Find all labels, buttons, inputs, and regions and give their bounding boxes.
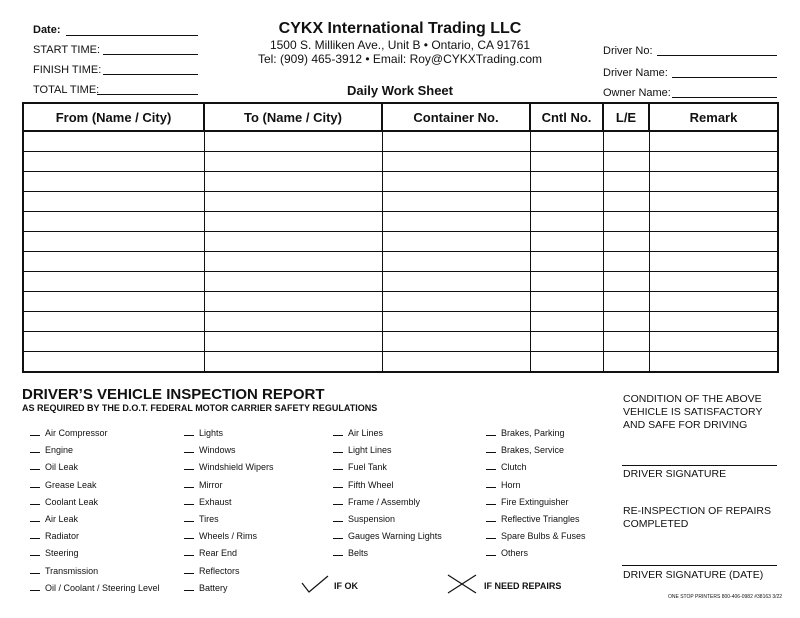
table-cell[interactable]	[382, 131, 530, 152]
inspection-item-label: Reflectors	[199, 565, 240, 576]
table-cell[interactable]	[603, 212, 649, 232]
table-row	[23, 272, 778, 292]
table-row	[23, 332, 778, 352]
sheet-title: Daily Work Sheet	[347, 83, 453, 98]
table-cell[interactable]	[382, 212, 530, 232]
table-cell[interactable]	[649, 212, 778, 232]
owner-name-label: Owner Name:	[603, 87, 671, 99]
finish-time-field[interactable]	[103, 74, 198, 75]
checkbox-blank[interactable]	[333, 504, 343, 505]
start-time-label: START TIME:	[33, 44, 101, 56]
table-cell[interactable]	[23, 152, 204, 172]
table-cell[interactable]	[530, 252, 603, 272]
inspection-item[interactable]	[486, 462, 527, 472]
inspection-item-label: Horn	[501, 479, 521, 490]
checkbox-blank[interactable]	[30, 521, 40, 522]
driver-name-field[interactable]	[672, 77, 777, 78]
table-cell[interactable]	[382, 272, 530, 292]
inspection-item-label: Air Lines	[348, 428, 384, 438]
work-sheet-table	[22, 102, 779, 373]
column-header-remark: Remark	[649, 103, 778, 131]
table-cell[interactable]	[382, 332, 530, 352]
inspection-item[interactable]	[486, 497, 569, 507]
checkbox-blank[interactable]	[30, 555, 40, 556]
inspection-item[interactable]	[333, 514, 395, 524]
table-cell[interactable]	[530, 272, 603, 292]
driver-signature-date-label: DRIVER SIGNATURE (DATE)	[623, 569, 764, 581]
checkbox-blank[interactable]	[30, 590, 40, 591]
table-cell[interactable]	[204, 152, 382, 172]
checkbox-blank[interactable]	[30, 487, 40, 488]
table-cell[interactable]	[603, 272, 649, 292]
inspection-item-label: Oil Leak	[45, 462, 79, 473]
table-cell[interactable]	[603, 332, 649, 352]
table-cell[interactable]	[649, 192, 778, 212]
driver-name-label: Driver Name:	[603, 67, 668, 79]
table-cell[interactable]	[23, 332, 204, 352]
checkbox-blank[interactable]	[184, 555, 194, 556]
checkbox-blank[interactable]	[30, 504, 40, 505]
printer-note: ONE STOP PRINTERS 800-406-0982 #38163 3/22	[668, 594, 783, 600]
table-cell[interactable]	[649, 272, 778, 292]
total-time-label: TOTAL TIME:	[33, 84, 100, 96]
inspection-item[interactable]	[30, 497, 98, 507]
checkbox-blank[interactable]	[184, 504, 194, 505]
checkbox-blank[interactable]	[30, 538, 40, 539]
inspection-item-label: Windshield Wipers	[199, 462, 274, 473]
inspection-item-label: Tires	[199, 514, 219, 524]
inspection-item-label: Clutch	[501, 462, 527, 473]
table-cell[interactable]	[649, 232, 778, 252]
inspection-item-label: Radiator	[45, 531, 80, 542]
inspection-item-label: Oil / Coolant / Steering Level	[45, 582, 160, 593]
table-cell[interactable]	[649, 152, 778, 172]
inspection-item-label: Engine	[45, 445, 74, 456]
table-cell[interactable]	[23, 312, 204, 332]
inspection-item-label: Fuel Tank	[348, 462, 387, 473]
inspection-item[interactable]	[30, 480, 97, 490]
table-cell[interactable]	[23, 232, 204, 252]
inspection-item-label: Grease Leak	[45, 479, 97, 490]
checkbox-blank[interactable]	[333, 452, 343, 453]
inspection-item[interactable]	[184, 548, 237, 558]
table-cell[interactable]	[382, 292, 530, 312]
table-cell[interactable]	[603, 252, 649, 272]
inspection-item[interactable]	[333, 531, 442, 541]
checkbox-blank[interactable]	[486, 452, 496, 453]
company-name: CYKX International Trading LLC	[278, 20, 522, 37]
table-cell[interactable]	[23, 192, 204, 212]
date-label: Date:	[33, 24, 61, 36]
table-cell[interactable]	[530, 212, 603, 232]
checkbox-blank[interactable]	[30, 452, 40, 453]
inspection-item-label: Reflective Triangles	[501, 514, 580, 524]
inspection-item-label: Air Compressor	[45, 428, 108, 438]
table-row	[23, 232, 778, 252]
table-header-row	[23, 103, 778, 131]
inspection-item[interactable]	[333, 445, 392, 455]
checkbox-blank[interactable]	[184, 487, 194, 488]
table-cell[interactable]	[204, 131, 382, 152]
inspection-item[interactable]	[30, 531, 79, 541]
table-cell[interactable]	[603, 172, 649, 192]
table-cell[interactable]	[649, 172, 778, 192]
inspection-item[interactable]	[30, 514, 78, 524]
table-cell[interactable]	[23, 352, 204, 373]
table-cell[interactable]	[204, 332, 382, 352]
table-cell[interactable]	[204, 352, 382, 373]
inspection-item-label: Coolant Leak	[45, 496, 99, 507]
table-row	[23, 212, 778, 232]
inspection-item[interactable]	[30, 428, 108, 438]
checkbox-blank[interactable]	[486, 555, 496, 556]
total-time-field[interactable]	[97, 94, 198, 95]
table-cell[interactable]	[530, 192, 603, 212]
inspection-item-label: Air Leak	[45, 514, 79, 524]
inspection-item-label: Mirror	[199, 479, 223, 490]
inspection-item-label: Brakes, Service	[501, 445, 565, 456]
checkbox-blank[interactable]	[30, 469, 40, 470]
table-cell[interactable]	[23, 252, 204, 272]
table-cell[interactable]	[649, 252, 778, 272]
table-cell[interactable]	[530, 172, 603, 192]
inspection-item[interactable]	[184, 428, 223, 438]
finish-time-label: FINISH TIME:	[33, 64, 102, 76]
inspection-item-label: Gauges Warning Lights	[348, 531, 442, 542]
checkbox-blank[interactable]	[333, 469, 343, 470]
checkbox-blank[interactable]	[333, 487, 343, 488]
table-row	[23, 192, 778, 212]
inspection-item-label: Suspension	[348, 514, 396, 524]
table-cell[interactable]	[649, 312, 778, 332]
table-cell[interactable]	[204, 312, 382, 332]
inspection-item[interactable]	[30, 462, 78, 472]
inspection-item[interactable]	[333, 548, 368, 558]
inspection-item-label: Fifth Wheel	[348, 479, 394, 490]
checkbox-blank[interactable]	[486, 538, 496, 539]
inspection-item[interactable]	[184, 583, 228, 593]
checkbox-blank[interactable]	[30, 573, 40, 574]
inspection-item[interactable]	[184, 566, 240, 576]
inspection-item-label: Brakes, Parking	[501, 428, 565, 438]
inspection-item-label: Belts	[348, 548, 369, 559]
checkbox-blank[interactable]	[486, 435, 496, 436]
checkbox-blank[interactable]	[486, 504, 496, 505]
checkbox-blank[interactable]	[184, 435, 194, 436]
checkbox-blank[interactable]	[333, 521, 343, 522]
inspection-item-label: Spare Bulbs & Fuses	[501, 531, 586, 542]
table-cell[interactable]	[530, 332, 603, 352]
table-cell[interactable]	[204, 232, 382, 252]
column-header-cntl: Cntl No.	[530, 103, 603, 131]
inspection-item[interactable]	[486, 531, 586, 541]
table-cell[interactable]	[530, 292, 603, 312]
table-cell[interactable]	[382, 152, 530, 172]
table-cell[interactable]	[603, 352, 649, 373]
table-cell[interactable]	[204, 272, 382, 292]
company-address: 1500 S. Milliken Ave., Unit B • Ontario, CA 91761	[269, 38, 531, 52]
checkmark-icon	[300, 575, 330, 595]
inspection-item[interactable]	[30, 548, 79, 558]
checkbox-blank[interactable]	[333, 555, 343, 556]
column-header-container: Container No.	[382, 103, 530, 131]
table-row	[23, 152, 778, 172]
checkbox-blank[interactable]	[486, 487, 496, 488]
checkbox-blank[interactable]	[184, 538, 194, 539]
column-header-le: L/E	[603, 103, 649, 131]
inspection-item[interactable]	[333, 428, 383, 438]
checkbox-blank[interactable]	[184, 521, 194, 522]
inspection-item-label: Frame / Assembly	[348, 496, 421, 507]
table-cell[interactable]	[382, 312, 530, 332]
driver-signature-line[interactable]	[622, 465, 777, 466]
table-row	[23, 172, 778, 192]
inspection-item-label: Fire Extinguisher	[501, 496, 569, 507]
table-cell[interactable]	[23, 131, 204, 152]
inspection-item[interactable]	[184, 445, 236, 455]
table-cell[interactable]	[649, 352, 778, 373]
inspection-item[interactable]	[333, 480, 394, 490]
table-cell[interactable]	[204, 192, 382, 212]
checkbox-blank[interactable]	[486, 521, 496, 522]
inspection-item-label: Others	[501, 548, 529, 559]
checkbox-blank[interactable]	[30, 435, 40, 436]
table-cell[interactable]	[603, 192, 649, 212]
inspection-item-label: Rear End	[199, 548, 238, 559]
inspection-item-label: Light Lines	[348, 445, 392, 456]
inspection-item[interactable]	[486, 445, 564, 455]
table-cell[interactable]	[204, 212, 382, 232]
table-cell[interactable]	[382, 172, 530, 192]
table-cell[interactable]	[530, 312, 603, 332]
checkbox-blank[interactable]	[184, 573, 194, 574]
table-cell[interactable]	[603, 232, 649, 252]
reinspection-label: RE-INSPECTION OF REPAIRS COMPLETED	[623, 505, 771, 530]
date-field[interactable]	[66, 35, 198, 36]
driver-no-label: Driver No:	[603, 45, 653, 57]
if-need-repairs-label: IF NEED REPAIRS	[484, 581, 562, 591]
inspection-item[interactable]	[30, 583, 160, 593]
checkbox-blank[interactable]	[184, 452, 194, 453]
inspection-item-label: Transmission	[45, 565, 99, 576]
inspection-item[interactable]	[184, 480, 223, 490]
checkbox-blank[interactable]	[333, 435, 343, 436]
checkbox-blank[interactable]	[333, 538, 343, 539]
table-cell[interactable]	[382, 352, 530, 373]
table-cell[interactable]	[23, 172, 204, 192]
inspection-item[interactable]	[486, 548, 528, 558]
table-cell[interactable]	[382, 192, 530, 212]
table-cell[interactable]	[530, 152, 603, 172]
inspection-item[interactable]	[184, 514, 219, 524]
inspection-item[interactable]	[333, 462, 387, 472]
checkbox-blank[interactable]	[184, 590, 194, 591]
table-cell[interactable]	[204, 292, 382, 312]
inspection-title: DRIVER’S VEHICLE INSPECTION REPORT	[22, 386, 325, 403]
table-cell[interactable]	[603, 152, 649, 172]
inspection-item-label: Exhaust	[199, 496, 232, 507]
table-row	[23, 312, 778, 332]
inspection-item[interactable]	[486, 514, 580, 524]
inspection-subtitle: AS REQUIRED BY THE D.O.T. FEDERAL MOTOR CARRIER SAFETY REGULATIONS	[22, 403, 378, 413]
inspection-item[interactable]	[184, 531, 257, 541]
inspection-item-label: Wheels / Rims	[199, 531, 258, 542]
condition-statement: CONDITION OF THE ABOVE VEHICLE IS SATISFACTORY AND SAFE FOR DRIVING	[623, 393, 763, 431]
table-cell[interactable]	[23, 292, 204, 312]
inspection-item[interactable]	[184, 462, 274, 472]
inspection-item-label: Battery	[199, 582, 228, 593]
inspection-item[interactable]	[30, 445, 73, 455]
if-ok-label: IF OK	[334, 581, 358, 591]
inspection-item-label: Steering	[45, 548, 79, 559]
table-row	[23, 352, 778, 373]
inspection-item[interactable]	[184, 497, 232, 507]
column-header-to: To (Name / City)	[204, 103, 382, 131]
table-cell[interactable]	[382, 232, 530, 252]
inspection-item[interactable]	[333, 497, 420, 507]
table-cell[interactable]	[23, 212, 204, 232]
driver-signature-label: DRIVER SIGNATURE	[623, 468, 727, 480]
table-row	[23, 131, 778, 152]
inspection-item[interactable]	[30, 566, 98, 576]
table-cell[interactable]	[530, 232, 603, 252]
table-cell[interactable]	[382, 252, 530, 272]
table-cell[interactable]	[603, 312, 649, 332]
table-cell[interactable]	[649, 131, 778, 152]
inspection-item[interactable]	[486, 428, 565, 438]
checkbox-blank[interactable]	[184, 469, 194, 470]
driver-signature-date-line[interactable]	[622, 565, 777, 566]
owner-name-field[interactable]	[672, 97, 777, 98]
company-contact: Tel: (909) 465-3912 • Email: Roy@CYKXTrading.com	[257, 52, 543, 66]
driver-no-field[interactable]	[657, 55, 777, 56]
start-time-field[interactable]	[103, 54, 198, 55]
table-cell[interactable]	[649, 292, 778, 312]
table-cell[interactable]	[530, 352, 603, 373]
table-row	[23, 252, 778, 272]
table-cell[interactable]	[23, 272, 204, 292]
checkbox-blank[interactable]	[486, 469, 496, 470]
inspection-item-label: Lights	[199, 428, 224, 438]
table-cell[interactable]	[204, 172, 382, 192]
cross-mark-icon	[446, 573, 478, 595]
inspection-item-label: Windows	[199, 445, 236, 456]
table-cell[interactable]	[204, 252, 382, 272]
table-cell[interactable]	[530, 131, 603, 152]
column-header-from: From (Name / City)	[23, 103, 204, 131]
table-cell[interactable]	[603, 131, 649, 152]
table-cell[interactable]	[603, 292, 649, 312]
table-cell[interactable]	[649, 332, 778, 352]
inspection-item[interactable]	[486, 480, 521, 490]
table-row	[23, 292, 778, 312]
